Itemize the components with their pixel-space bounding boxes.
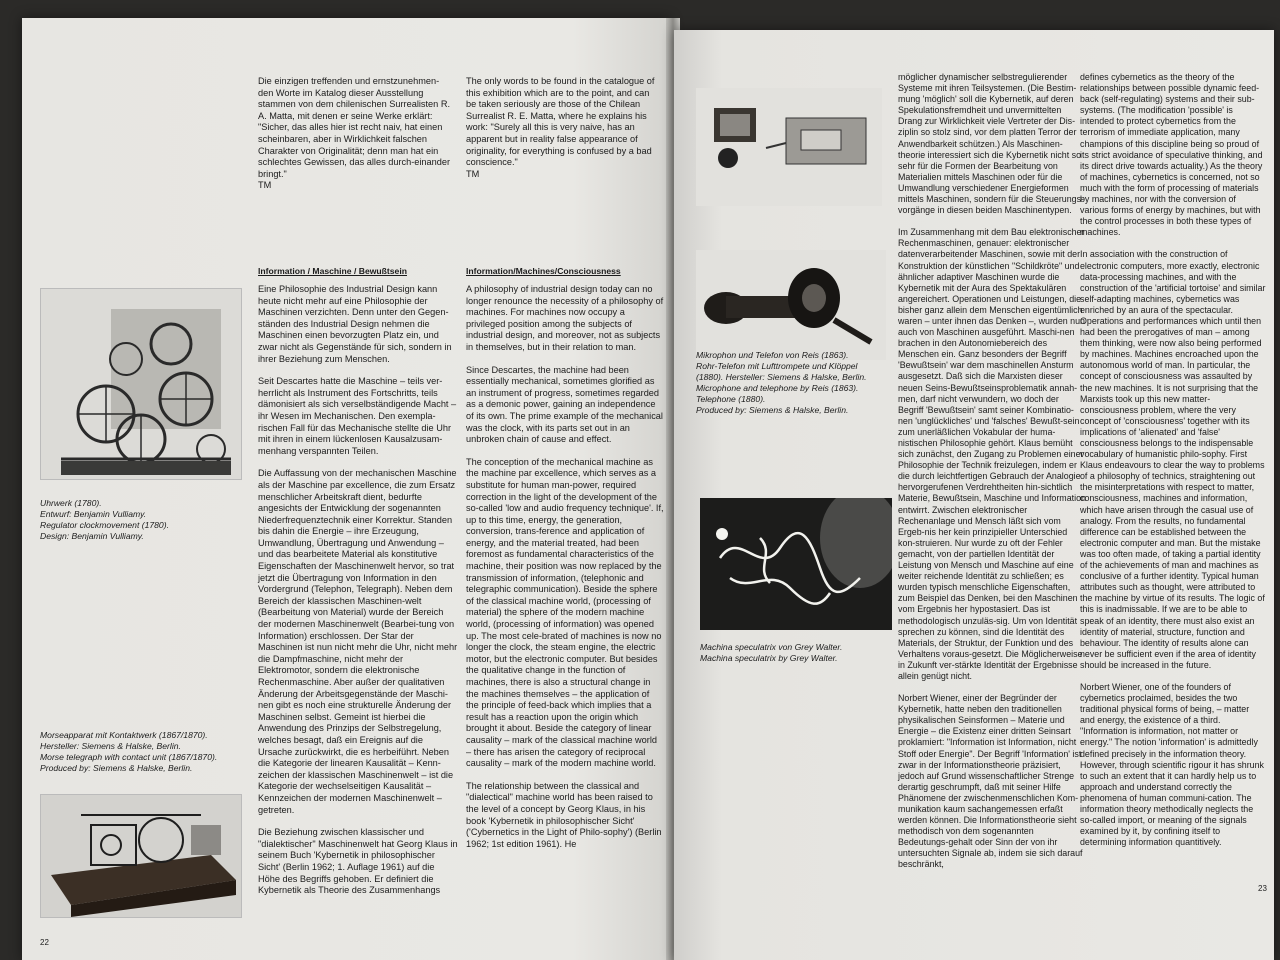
heading-en: Information/Machines/Consciousness <box>466 266 621 276</box>
caption-line: Machina speculatrix by Grey Walter. <box>700 653 838 663</box>
paragraph: Die Auffassung von der mechanischen Maschine als der Maschine par excellence, die zum Ersatz menschlicher Arbeitskraft dient, bedurfte angesichts der Entwicklung der sogenannten Niederfrequenztechnik einer Korrektur. Standen bis dahin die Energie – ihre Erzeugung, Umwandlung, Übertragung und Anwendung – und das bearbeitete Material als konstitutive Eigenschaften der Maschinenwelt hervor, so trat jetzt die Übertragung von Information in den Vordergrund (Telephon, Telegraph). Neben dem Bereich der klassischen Maschinen-welt (Bearbeitung von Material) wurde der Bereich der modernen Maschinenwelt (Bearbei-tung von Information) erschlossen. Der Star der Maschinen ist nun nicht mehr die Uhr, nicht mehr die Dampfmaschine, nicht mehr der Elektromotor, sondern die elektronische Rechenmaschine. Aber außer der qualitativen Änderung der Arbeitsgegenstände der Maschi-nen gibt es noch eine strukturelle Änderung der Maschinen selbst. Gemeint ist hierbei die Anwendung des Prinzips der Selbstregelung, welches besagt, daß ein Ereignis auf die Ursache zurückwirkt, die es herbeiführt. Neben die Kategorie der linearen Kausalität – Kenn-zeichen der klassischen Maschinenwelt – ist die Kategorie der wechselseitigen Kausalität – Kennzeichen der modernen Maschinenwelt – getreten. <box>258 468 458 815</box>
clock-caption <box>40 498 250 542</box>
telephone-photo <box>696 250 886 360</box>
machina-speculatrix-photo <box>700 498 892 630</box>
morse-caption <box>40 730 255 774</box>
body-en-right <box>1080 72 1266 859</box>
right-page <box>674 30 1274 960</box>
caption-line: Hersteller: Siemens & Halske, Berlin. <box>40 741 181 751</box>
paragraph: Seit Descartes hatte die Maschine – teils ver-herrlicht als Instrument des Fortschritts, teils dämonisiert als sich verselbständigende Macht – ihr Wesen im Mechanischen. Den exempla-rischen Fall für das Mechanische stellte die Uhr mit ihren in einem lückenlosen Kausalzusam-menhang verspannten Teilen. <box>258 376 457 456</box>
microphone-photo <box>696 88 882 206</box>
paragraph: In association with the construction of electronic computers, more exactly, electronic data-processing machines, and with the construction of the 'artificial tortoise' and similar self-adapting machines, cybernetics was enriched by an aura of the spectacular. Operations and performances which until then had been the prerogatives of man – among them thinking, were now also being performed by machines. Machines encroached upon the autonomous world of man. In particular, the concept of consciousness was assaulted by the new machines. It is not surprising that the Marxists took up this new matter-consciousness problem, where the very concept of 'consciousness' together with its implications of 'alienated' and 'false' consciousness belongs to the indispensable vocabulary of humanistic philo-sophy. First Klaus endeavours to clear the way to problems of a philosophy of technics, straightening out the misinterpretations with respect to matter, consciousness, machines and information, which have arisen through the casual use of analogy. From the results, no fundamental difference can be established between the electronic computer and man. But the mistake was too often made, of taking a partial identity of the achievements of man and machines as conclusive of a further identity. Typical human attributes such as thought, were attributed to the machine by virtue of its results. The logic of this is inadmissable. If we are to be able to speak of an identity, there must also exist an identity of material, structure, function and behaviour. The identity of results alone can never be sufficient even if the area of identity should be increased in the future. <box>1080 249 1266 670</box>
caption-line: Mikrophon und Telefon von Reis (1863). <box>696 350 849 360</box>
paragraph: Since Descartes, the machine had been essentially mechanical, sometimes glorified as an instrument of progress, sometimes regarded as a demonic power, gaining an independence of its own. The prime example of the mechanical was the clock, with its parts set out in an unbroken chain of cause and effect. <box>466 364 663 445</box>
paragraph: Norbert Wiener, einer der Begründer der Kybernetik, hatte neben den traditionellen physikalischen Seinsformen – Materie und Energie – die Existenz einer dritten Seinsart proklamiert: "Information ist Information, nicht Stoff oder Energie". Der Begriff 'Information' ist zwar in der Informationstheorie präzisiert, jedoch auf Grund wissenschaftlicher Strenge derartig geschrumpft, daß mit seiner Hilfe Phänomene der zwischenmenschlichen Kom-munikation kaum sachangemessen erfaßt werden können. Die Informationstheorie sieht methodisch von dem sogenannten Bedeutungs-gehalt oder Sinn der von ihr untersuchten Signale ab, indem sie sich darauf beschränkt, <box>898 693 1083 870</box>
caption-line: Regulator clockmovement (1780). <box>40 520 169 530</box>
caption-line: Entwurf: Benjamin Vulliamy. <box>40 509 147 519</box>
page-number-right: 23 <box>1258 884 1267 893</box>
quote-de <box>258 76 454 192</box>
clock-movement-photo <box>40 288 242 480</box>
caption-line: Morse telegraph with contact unit (1867/1870). <box>40 752 218 762</box>
paragraph: defines cybernetics as the theory of the relationships between possible dynamic feed-back (self-regulating) systems and their sub-systems. (The modification 'possible' is intended to protect cybernetics from the terrorism of immediate application, many champions of this discipline being so proud of its strict avoidance of speculative thinking, and its direct drive towards actuality.) As the theory of machines, cybernetics is concerned, not so much with the form of processing of materials by machines, nor with the conversion of various forms of energy by machines, but with the control processes in both these types of machines. <box>1080 72 1263 238</box>
paragraph: The relationship between the classical and "dialectical" machine world has been raised to the level of a concept by Georg Klaus, in his book 'Kybernetik in philosophischer Sicht' ('Cybernetics in the Light of Philo-sophy') (Berlin 1962; 1st edition 1961). He <box>466 780 662 849</box>
caption-line: Telephone (1880). <box>696 394 766 404</box>
paragraph: Eine Philosophie des Industrial Design kann heute nicht mehr auf eine Philosophie der Maschinen verzichten. Denn unter den Gegen-ständen des Industrial Design nehmen die Maschinen einen bevorzugten Platz ein, und zwar nicht als Gegenstände für sich, sondern in ihrer Beziehung zum Menschen. <box>258 284 452 364</box>
caption-line: Machina speculatrix von Grey Walter. <box>700 642 843 652</box>
paragraph: möglicher dynamischer selbstregulierender Systeme mit ihren Teilsystemen. (Die Bestim-mung 'möglich' soll die Kybernetik, auf deren Spekulationsfremdheit und unvermittelten Drang zur Wirklichkeit viele Vertreter der Dis-ziplin so stolz sind, vor dem platten Terror der Anwendbarkeit schützen.) Als Maschinen-theorie interessiert sich die Kybernetik nicht so sehr für die Formen der Bearbeitung von Materialien mittels Maschinen oder für die Umwandlung verschiedener Energieformen mittels Maschinen, sondern für die Steuerungs-vorgänge in diesen beiden Maschinentypen. <box>898 72 1084 216</box>
phone-caption <box>696 350 896 416</box>
quote-en-sign: TM <box>466 168 480 179</box>
paragraph: Die Beziehung zwischen klassischer und "dialektischer" Maschinenwelt hat Georg Klaus in seinem Buch 'Kybernetik in philosophischer Sicht' (Berlin 1962; 1. Auflage 1961) auf die Höhe des Begriffs gehoben. Er definiert die Kybernetik als Theorie des Zusammenhangs <box>258 827 458 896</box>
quote-de-text: Die einzigen treffenden und ernstzunehmen-den Worte im Katalog dieser Ausstellung stammen von dem chilenischen Surrealisten R. A. Matta, mit denen er seine Werke erklärt: "Sicher, das alles hier ist recht naiv, hat einen scheinbaren, aber in Wirklichkeit falschen Charakter von Originalität; denn man hat ein schlechtes Gewissen, das alles durch-einander bringt." <box>258 76 451 179</box>
caption-line: Produced by: Siemens & Halske, Berlin. <box>696 405 849 415</box>
quote-en <box>466 76 662 180</box>
caption-line: Morseapparat mit Kontaktwerk (1867/1870). <box>40 730 208 740</box>
caption-line: Uhrwerk (1780). <box>40 498 102 508</box>
body-de <box>258 284 458 908</box>
caption-line: Design: Benjamin Vulliamy. <box>40 531 144 541</box>
morse-telegraph-photo <box>40 794 242 918</box>
caption-line: Microphone and telephone by Reis (1863). <box>696 383 859 393</box>
body-en <box>466 284 664 861</box>
quote-en-text: The only words to be found in the catalogue of this exhibition which are to the point, and can be taken seriously are those of the Chilean Surrealist R. E. Matta, where he explains his work: "Surely all this is very naive, has an apparent but in reality false appearance of originality, for everything is confused by a bad conscience." <box>466 76 655 168</box>
left-page <box>22 18 670 960</box>
quote-de-sign: TM <box>258 180 272 191</box>
body-de-right <box>898 72 1086 882</box>
paragraph: Norbert Wiener, one of the founders of cybernetics proclaimed, besides the two traditional physical forms of being, – matter and energy, the existence of a third. "Information is information, not matter or energy." The notion 'information' is admittedly defined precisely in the information theory. However, through scientific rigour it has shrunk to such an extent that it can hardly help us to approach and understand correctly the phenomena of human communi-cation. The information theory methodically neglects the so-called import, or meaning of the signals examined by it, by confining itself to determining information quantitively. <box>1080 681 1264 848</box>
caption-line: Rohr-Telefon mit Lufttrompete und Klöppel <box>696 361 858 371</box>
caption-line: Produced by: Siemens & Halske, Berlin. <box>40 763 193 773</box>
paragraph: A philosophy of industrial design today can no longer renounce the necessity of a philosophy of machines. For machines now occupy a privileged position among the subjects of industrial design, and moreover, not as subjects in themselves, but in their relation to man. <box>466 284 664 352</box>
caption-line: (1880). Hersteller: Siemens & Halske, Berlin. <box>696 372 867 382</box>
heading-de: Information / Maschine / Bewußtsein <box>258 266 407 276</box>
page-number-left: 22 <box>40 938 49 947</box>
walter-caption <box>700 642 900 664</box>
paragraph: The conception of the mechanical machine as the machine par excellence, which serves as a substitute for human man-power, required correction in the light of the development of the so-called 'low and audio frequency technique'. If, up to this time, energy, the generation, conversion, trans-ference and application of energy, and the material treated, had been foremost as fundamental characteristics of the machine, their position was now replaced by the transmission of information, (telephonic and telegraphic communication). Beside the sphere of the classical machine world, (processing of material) the sphere of the modern machine world, (processing of information) was opened up. The most cele-brated of machines is now no longer the clock, the steam engine, the electric motor, but the electronic computer. But besides the qualitative change in the function of machines, there is also a structural change in the machines themselves – the application of the principle of feed-back which implies that a result has a reaction upon the origin which brought it about. Beside the category of linear causality – mark of the classical machine world – there has arisen the category of reciprocal causality – mark of the modern machine world. <box>466 456 664 769</box>
paragraph: Im Zusammenhang mit dem Bau elektronischer Rechenmaschinen, genauer: elektronischer datenverarbeitender Maschinen, sowie mit der Konstruktion der künstlichen "Schildkröte" und ähnlicher adaptiver Maschinen wurde die Kybernetik mit der Aura des Spektakulären angereichert. Operationen und Leistungen, die bisher ganz allein dem Menschen eigentümlich waren – unter ihnen das Denken –, wurden nun auch von Maschinen ausgeführt. Maschi-nen brachen in den Autonomiebereich des Menschen ein. Ganz besonders der Begriff 'Bewußtsein' war dem maschinellen Ansturm ausgesetzt. Daß sich die Marxisten dieser neuen Seins-Bewußtseinsproblematik annah-men, darf nicht verwundern, wo doch der Begriff 'Bewußtsein' samt seiner Kombinatio-nen 'unglückliches' und 'falsches' Bewußt-sein zum unerläßlichen Vokabular der huma-nistischen Philosophie gehört. Klaus bemüht sich zunächst, den Zugang zu Problemen einer Philosophie der Technik freizulegen, indem er die durch leichtfertigen Gebrauch der Analogie hervorgerufenen Verdrehtheiten hin-sichtlich Materie, Bewußtsein, Maschine und Information entwirrt. Zwischen elektronischer Rechenanlage und Mensch läßt sich vom Ergeb-nis her kein prinzipieller Unterschied kon-struieren. Nur wurde zu oft der Fehler gemacht, von der partiellen Identität der Leistung von Mensch und Maschine auf eine weiter reichende Identität zu schließen; es wurden typisch menschliche Eigenschaften, zum Beispiel das Denken, bei den Maschinen vom Ergebnis her hypostasiert. Das ist methodologisch unzuläs-sig. Um von Identität sprechen zu können, sind die Identität des Materials, der Struktur, der Funktion und des Verhaltens voraus-gesetzt. Die Möglicherweise in Zukunft ver-stärkte Identität der Ergebnisse allein genügt nicht. <box>898 227 1086 681</box>
